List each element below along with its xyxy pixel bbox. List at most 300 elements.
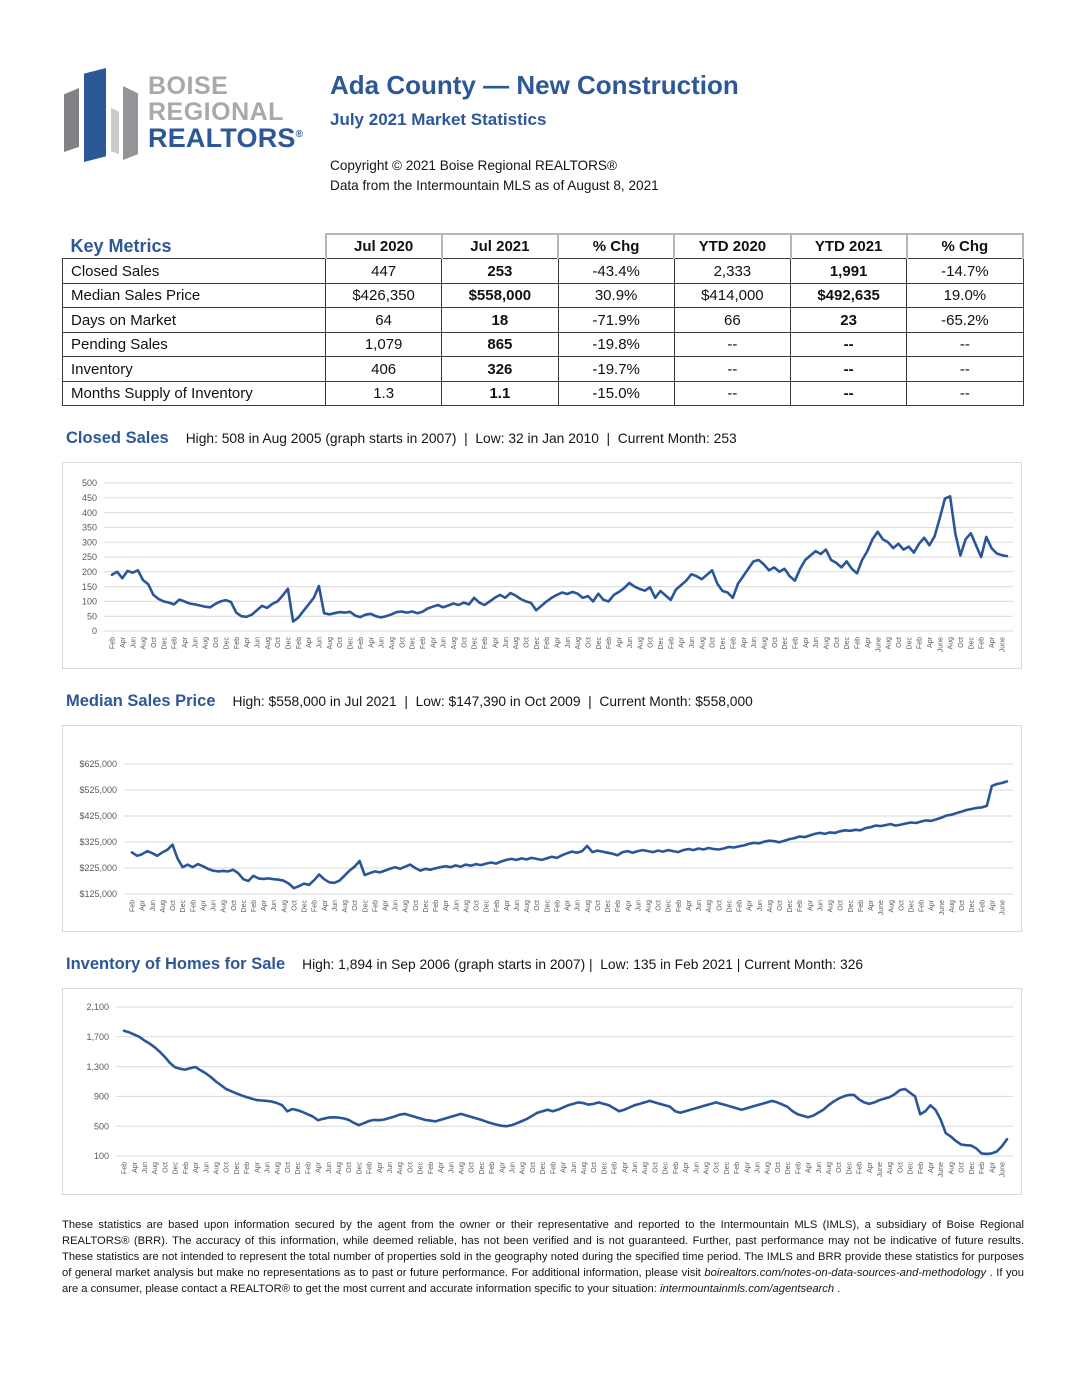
svg-text:Oct: Oct	[407, 1162, 415, 1174]
svg-text:Apr: Apr	[139, 900, 147, 912]
column-header-pct-chg-month: % Chg	[558, 234, 674, 259]
svg-text:Oct: Oct	[346, 1162, 354, 1174]
metric-value: --	[791, 381, 907, 406]
svg-text:Dec: Dec	[180, 900, 188, 913]
svg-text:Oct: Oct	[655, 900, 663, 912]
svg-text:Feb: Feb	[233, 637, 241, 650]
svg-text:Feb: Feb	[611, 1162, 619, 1175]
table-row-days-on-market	[63, 308, 1024, 333]
svg-text:Dec: Dec	[720, 637, 728, 650]
svg-text:$125,000: $125,000	[79, 889, 117, 900]
svg-text:Aug: Aug	[140, 637, 148, 650]
svg-text:350: 350	[81, 522, 97, 533]
disclaimer-link-methodology: boirealtors.com/notes-on-data-sources-and-methodology	[704, 1267, 987, 1280]
svg-text:900: 900	[93, 1091, 109, 1102]
metric-value: -15.0%	[558, 381, 674, 406]
svg-text:0: 0	[91, 626, 97, 637]
svg-text:Dec: Dec	[726, 900, 734, 913]
svg-text:Oct: Oct	[170, 900, 178, 912]
svg-text:Oct: Oct	[468, 1162, 476, 1174]
svg-text:Dec: Dec	[409, 637, 417, 650]
svg-text:Jun: Jun	[632, 1162, 639, 1174]
table-row-closed-sales	[63, 259, 1024, 284]
brr-logo	[62, 64, 304, 172]
svg-text:Aug: Aug	[519, 1162, 527, 1175]
svg-text:Oct: Oct	[591, 1162, 599, 1174]
svg-text:Oct: Oct	[898, 900, 906, 912]
svg-text:Dec: Dec	[483, 900, 491, 913]
metric-value: 66	[674, 308, 790, 333]
svg-text:Aug: Aug	[397, 1162, 405, 1175]
svg-text:Oct: Oct	[833, 637, 841, 649]
svg-text:Feb: Feb	[433, 900, 441, 913]
section-inventory-title: Inventory of Homes for Sale	[66, 955, 286, 974]
svg-text:50: 50	[86, 611, 97, 622]
svg-text:Jun: Jun	[754, 1162, 762, 1174]
svg-text:Oct: Oct	[223, 1162, 231, 1174]
svg-text:Oct: Oct	[534, 900, 542, 912]
svg-text:Aug: Aug	[826, 1162, 833, 1175]
svg-text:Apr: Apr	[560, 1162, 568, 1174]
svg-text:Aug: Aug	[202, 637, 210, 650]
svg-text:Aug: Aug	[513, 637, 521, 650]
svg-text:Jun: Jun	[626, 637, 634, 649]
metric-value: -19.8%	[558, 332, 674, 357]
svg-text:Jun: Jun	[815, 1162, 823, 1174]
logo-text-regional: REGIONAL	[148, 97, 284, 126]
svg-text:Oct: Oct	[716, 900, 724, 912]
svg-text:Oct: Oct	[275, 637, 283, 649]
svg-text:Apr: Apr	[989, 1162, 997, 1174]
svg-text:Dec: Dec	[908, 900, 916, 913]
svg-text:Oct: Oct	[771, 637, 779, 649]
svg-text:Apr: Apr	[376, 1162, 384, 1174]
svg-text:Aug: Aug	[152, 1162, 160, 1175]
svg-text:Jun: Jun	[564, 637, 572, 649]
svg-text:Dec: Dec	[658, 637, 665, 650]
svg-text:Jun: Jun	[509, 1162, 517, 1174]
svg-text:Dec: Dec	[533, 637, 541, 650]
svg-text:Aug: Aug	[281, 900, 289, 913]
metric-label: Days on Market	[63, 308, 326, 333]
svg-text:Apr: Apr	[928, 900, 936, 912]
metric-value: 19.0%	[907, 283, 1023, 308]
svg-text:Oct: Oct	[652, 1162, 660, 1174]
svg-text:200: 200	[81, 567, 97, 578]
metric-value: --	[907, 332, 1023, 357]
svg-text:Oct: Oct	[709, 637, 717, 649]
section-closed-sales-title: Closed Sales	[66, 429, 169, 448]
registered-mark: ®	[295, 129, 304, 140]
logo-text-boise: BOISE	[148, 72, 229, 100]
svg-text:Oct: Oct	[896, 637, 903, 649]
svg-text:Feb: Feb	[171, 637, 179, 650]
svg-text:Feb: Feb	[311, 900, 319, 913]
svg-text:Apr: Apr	[686, 900, 693, 912]
svg-text:Aug: Aug	[637, 637, 645, 650]
svg-text:Apr: Apr	[744, 1162, 752, 1174]
svg-text:Jun: Jun	[693, 1162, 701, 1174]
svg-text:Jun: Jun	[817, 900, 825, 912]
metric-label: Median Sales Price	[63, 283, 326, 308]
closed-sales-chart	[62, 462, 1022, 669]
svg-text:Apr: Apr	[321, 900, 329, 912]
svg-text:Apr: Apr	[864, 637, 872, 649]
svg-text:Dec: Dec	[172, 1162, 180, 1175]
svg-text:Feb: Feb	[182, 1162, 190, 1175]
metric-value: --	[791, 332, 907, 357]
svg-text:Feb: Feb	[121, 1162, 129, 1175]
svg-text:Dec: Dec	[301, 900, 309, 913]
svg-text:Aug: Aug	[761, 637, 769, 650]
copyright-line-1: Copyright © 2021 Boise Regional REALTORS®	[330, 158, 618, 173]
column-header-jul-2020: Jul 2020	[326, 234, 442, 259]
metric-value: 447	[326, 259, 442, 284]
svg-text:June: June	[999, 1162, 1007, 1178]
svg-text:Feb: Feb	[916, 637, 924, 650]
svg-text:Jun: Jun	[696, 900, 704, 912]
svg-text:Dec: Dec	[423, 900, 430, 913]
svg-text:Apr: Apr	[382, 900, 390, 912]
svg-text:June: June	[878, 900, 886, 916]
metric-value: -65.2%	[907, 308, 1023, 333]
svg-text:June: June	[999, 900, 1007, 916]
svg-text:Apr: Apr	[807, 900, 815, 912]
svg-text:Apr: Apr	[261, 900, 269, 912]
metric-value: --	[907, 357, 1023, 382]
svg-text:Jun: Jun	[689, 637, 696, 649]
svg-text:Apr: Apr	[621, 1162, 629, 1174]
svg-text:Feb: Feb	[420, 637, 427, 650]
svg-text:Feb: Feb	[295, 637, 303, 650]
svg-text:Aug: Aug	[947, 637, 955, 650]
svg-text:Dec: Dec	[665, 900, 673, 913]
svg-text:Oct: Oct	[230, 900, 238, 912]
svg-text:500: 500	[81, 478, 97, 489]
metric-value: $414,000	[674, 283, 790, 308]
svg-text:Feb: Feb	[550, 1162, 558, 1175]
svg-text:Dec: Dec	[540, 1162, 548, 1175]
svg-text:Jun: Jun	[130, 637, 138, 649]
svg-text:Dec: Dec	[787, 900, 795, 913]
svg-text:Jun: Jun	[316, 637, 324, 649]
svg-text:Jun: Jun	[514, 900, 521, 912]
svg-text:Dec: Dec	[906, 637, 914, 650]
title-block	[330, 64, 739, 197]
svg-text:Jun: Jun	[574, 900, 582, 912]
metric-value: 1.3	[326, 381, 442, 406]
metric-value: 253	[442, 259, 558, 284]
svg-text:Aug: Aug	[699, 637, 707, 650]
svg-text:Feb: Feb	[251, 900, 258, 913]
metric-value: 865	[442, 332, 558, 357]
svg-text:Dec: Dec	[478, 1162, 486, 1175]
svg-text:Aug: Aug	[274, 1162, 282, 1175]
disclaimer	[62, 1217, 1024, 1297]
svg-text:400: 400	[81, 508, 97, 519]
svg-text:Jun: Jun	[142, 1162, 149, 1174]
table-row-months-supply	[63, 381, 1024, 406]
svg-text:Jun: Jun	[813, 637, 821, 649]
report-subtitle: July 2021 Market Statistics	[330, 110, 547, 129]
svg-text:Oct: Oct	[837, 900, 845, 912]
svg-text:Feb: Feb	[792, 637, 800, 650]
svg-text:Jun: Jun	[149, 900, 157, 912]
svg-text:Feb: Feb	[668, 637, 676, 650]
svg-text:Oct: Oct	[523, 637, 531, 649]
logo-bar-lightgray	[111, 108, 119, 154]
svg-text:Feb: Feb	[795, 1162, 803, 1175]
svg-text:Feb: Feb	[129, 900, 137, 913]
median-price-chart	[62, 725, 1022, 932]
svg-text:Feb: Feb	[978, 637, 986, 650]
svg-text:Feb: Feb	[979, 1162, 987, 1175]
svg-text:500: 500	[93, 1121, 109, 1132]
svg-text:Apr: Apr	[254, 1162, 262, 1174]
section-closed-sales-header	[66, 429, 1024, 448]
svg-text:June: June	[999, 637, 1007, 653]
svg-text:Dec: Dec	[347, 637, 355, 650]
svg-text:Aug: Aug	[766, 900, 774, 913]
metric-value: 406	[326, 357, 442, 382]
svg-text:1,700: 1,700	[86, 1032, 109, 1043]
svg-text:Oct: Oct	[337, 637, 345, 649]
svg-text:Apr: Apr	[989, 637, 997, 649]
svg-text:Feb: Feb	[366, 1162, 374, 1175]
svg-text:Dec: Dec	[968, 637, 976, 650]
svg-text:Oct: Oct	[352, 900, 360, 912]
svg-text:Feb: Feb	[427, 1162, 435, 1175]
svg-text:Apr: Apr	[928, 1162, 935, 1174]
logo-text-realtors: REALTORS®	[148, 123, 304, 153]
svg-text:Feb: Feb	[482, 637, 490, 650]
metric-value: --	[674, 357, 790, 382]
svg-text:Dec: Dec	[295, 1162, 303, 1175]
svg-text:Feb: Feb	[856, 1162, 864, 1175]
report-title: Ada County — New Construction	[330, 70, 739, 100]
svg-text:Aug: Aug	[451, 637, 458, 650]
metric-label: Pending Sales	[63, 332, 326, 357]
svg-text:Dec: Dec	[907, 1162, 915, 1175]
svg-text:Dec: Dec	[240, 900, 248, 913]
svg-text:Dec: Dec	[233, 1162, 241, 1175]
svg-text:Jun: Jun	[271, 900, 279, 912]
closed-sales-stats: High: 508 in Aug 2005 (graph starts in 2007) | Low: 32 in Jan 2010 | Current Month: 253	[185, 431, 737, 447]
svg-text:1,300: 1,300	[86, 1062, 109, 1073]
svg-text:Apr: Apr	[554, 637, 562, 649]
logo-bar-blue	[84, 68, 106, 162]
svg-text:Oct: Oct	[959, 900, 967, 912]
svg-text:Apr: Apr	[740, 637, 748, 649]
column-header-ytd-2020: YTD 2020	[674, 234, 790, 259]
svg-text:Apr: Apr	[746, 900, 754, 912]
logo-bar-gray	[64, 88, 79, 152]
svg-text:Dec: Dec	[723, 1162, 731, 1175]
svg-text:Aug: Aug	[213, 1162, 221, 1175]
svg-text:Feb: Feb	[918, 900, 926, 913]
svg-text:Aug: Aug	[159, 900, 167, 913]
svg-text:Dec: Dec	[844, 637, 852, 650]
svg-text:Feb: Feb	[606, 637, 614, 650]
svg-text:Oct: Oct	[284, 1162, 292, 1174]
column-header-pct-chg-ytd: % Chg	[907, 234, 1023, 259]
svg-text:Apr: Apr	[193, 1162, 201, 1174]
disclaimer-text: . If you are a consumer, please contact a REALTOR® to get the most current and accurate information specific to your situation:	[62, 1267, 1024, 1296]
metric-value: 1,991	[791, 259, 907, 284]
svg-text:Feb: Feb	[734, 1162, 742, 1175]
svg-text:Feb: Feb	[797, 900, 805, 913]
section-inventory-header	[66, 955, 1024, 974]
svg-text:June: June	[938, 900, 946, 916]
svg-text:Dec: Dec	[662, 1162, 670, 1175]
svg-text:Apr: Apr	[200, 900, 208, 912]
table-row-median-price	[63, 283, 1024, 308]
svg-text:Feb: Feb	[854, 637, 862, 650]
svg-text:Feb: Feb	[554, 900, 562, 913]
svg-text:$525,000: $525,000	[79, 785, 117, 796]
metric-label: Inventory	[63, 357, 326, 382]
metric-value: -71.9%	[558, 308, 674, 333]
svg-text:Apr: Apr	[802, 637, 810, 649]
svg-text:Oct: Oct	[836, 1162, 844, 1174]
svg-text:June: June	[937, 637, 945, 653]
svg-text:Dec: Dec	[785, 1162, 793, 1175]
svg-text:$225,000: $225,000	[79, 863, 117, 874]
svg-text:250: 250	[81, 552, 97, 563]
svg-text:Aug: Aug	[458, 1162, 466, 1175]
metric-value: $492,635	[791, 283, 907, 308]
report-header	[62, 64, 1024, 197]
svg-text:Dec: Dec	[161, 637, 169, 650]
svg-text:Aug: Aug	[336, 1162, 343, 1175]
svg-text:Jun: Jun	[203, 1162, 211, 1174]
svg-text:Feb: Feb	[672, 1162, 680, 1175]
svg-text:Apr: Apr	[564, 900, 572, 912]
svg-text:300: 300	[81, 537, 97, 548]
svg-text:Dec: Dec	[968, 1162, 976, 1175]
metric-value: -19.7%	[558, 357, 674, 382]
svg-text:Apr: Apr	[438, 1162, 446, 1174]
inventory-chart	[62, 988, 1022, 1195]
metric-value: -43.4%	[558, 259, 674, 284]
svg-text:Oct: Oct	[412, 900, 420, 912]
svg-text:Apr: Apr	[805, 1162, 813, 1174]
svg-text:Aug: Aug	[342, 900, 349, 913]
svg-text:Feb: Feb	[544, 637, 552, 650]
svg-text:Feb: Feb	[357, 637, 365, 650]
svg-text:Jun: Jun	[756, 900, 764, 912]
svg-text:Oct: Oct	[399, 637, 407, 649]
svg-text:Aug: Aug	[581, 1162, 588, 1175]
svg-text:Jun: Jun	[264, 1162, 272, 1174]
svg-text:Jun: Jun	[440, 637, 448, 649]
svg-text:Aug: Aug	[326, 637, 334, 650]
svg-text:Apr: Apr	[492, 637, 500, 649]
svg-text:Feb: Feb	[493, 900, 501, 913]
svg-text:Apr: Apr	[989, 900, 997, 912]
svg-text:Oct: Oct	[473, 900, 481, 912]
svg-text:Dec: Dec	[356, 1162, 364, 1175]
svg-text:Dec: Dec	[285, 637, 293, 650]
svg-text:Dec: Dec	[223, 637, 231, 650]
svg-text:Aug: Aug	[949, 900, 956, 913]
svg-text:Jun: Jun	[387, 1162, 394, 1174]
svg-text:Feb: Feb	[979, 900, 987, 913]
svg-text:Aug: Aug	[948, 1162, 956, 1175]
metric-value: --	[674, 332, 790, 357]
metric-value: 2,333	[674, 259, 790, 284]
metric-value: $426,350	[326, 283, 442, 308]
section-median-price-title: Median Sales Price	[66, 692, 216, 711]
svg-text:150: 150	[81, 582, 97, 593]
svg-text:Jun: Jun	[331, 900, 339, 912]
svg-text:Oct: Oct	[777, 900, 784, 912]
svg-text:Aug: Aug	[887, 1162, 895, 1175]
svg-text:Feb: Feb	[372, 900, 380, 913]
svg-text:Feb: Feb	[190, 900, 198, 913]
svg-text:Feb: Feb	[489, 1162, 497, 1175]
svg-text:Jun: Jun	[378, 637, 386, 649]
svg-text:Aug: Aug	[642, 1162, 650, 1175]
svg-text:Aug: Aug	[764, 1162, 772, 1175]
svg-text:Dec: Dec	[471, 637, 479, 650]
svg-text:Aug: Aug	[220, 900, 228, 913]
metric-value: 30.9%	[558, 283, 674, 308]
svg-text:Apr: Apr	[683, 1162, 690, 1174]
metric-value: -14.7%	[907, 259, 1023, 284]
svg-text:Dec: Dec	[544, 900, 552, 913]
svg-text:$425,000: $425,000	[79, 811, 117, 822]
svg-text:Apr: Apr	[306, 637, 314, 649]
logo-bar-midgray	[123, 86, 138, 160]
svg-text:Oct: Oct	[529, 1162, 537, 1174]
svg-text:Dec: Dec	[782, 637, 790, 650]
section-median-price-header	[66, 692, 1024, 711]
svg-text:Feb: Feb	[109, 637, 117, 650]
svg-text:Aug: Aug	[888, 900, 896, 913]
svg-text:Aug: Aug	[706, 900, 714, 913]
metric-value: 1,079	[326, 332, 442, 357]
svg-text:Jun: Jun	[210, 900, 218, 912]
svg-text:Aug: Aug	[463, 900, 471, 913]
svg-text:Oct: Oct	[958, 637, 965, 649]
copyright-block	[330, 156, 739, 197]
key-metrics-table	[62, 233, 1024, 407]
svg-text:Feb: Feb	[857, 900, 865, 913]
logo-text	[148, 74, 303, 153]
svg-text:Jun: Jun	[192, 637, 200, 649]
svg-text:Jun: Jun	[751, 637, 759, 649]
svg-text:Apr: Apr	[430, 637, 438, 649]
svg-text:Jun: Jun	[570, 1162, 578, 1174]
metric-value: 18	[442, 308, 558, 333]
svg-text:Aug: Aug	[885, 637, 893, 650]
table-row-inventory	[63, 357, 1024, 382]
svg-text:Apr: Apr	[244, 637, 252, 649]
svg-text:Jun: Jun	[448, 1162, 456, 1174]
metric-value: --	[674, 381, 790, 406]
svg-text:Oct: Oct	[594, 900, 602, 912]
metric-value: --	[791, 357, 907, 382]
svg-text:Apr: Apr	[868, 900, 875, 912]
svg-text:Jun: Jun	[254, 637, 262, 649]
key-metrics-title: Key Metrics	[70, 235, 172, 256]
svg-text:Dec: Dec	[417, 1162, 425, 1175]
svg-text:Apr: Apr	[503, 900, 511, 912]
svg-text:Aug: Aug	[584, 900, 592, 913]
svg-text:Apr: Apr	[119, 637, 127, 649]
svg-text:100: 100	[93, 1151, 109, 1162]
